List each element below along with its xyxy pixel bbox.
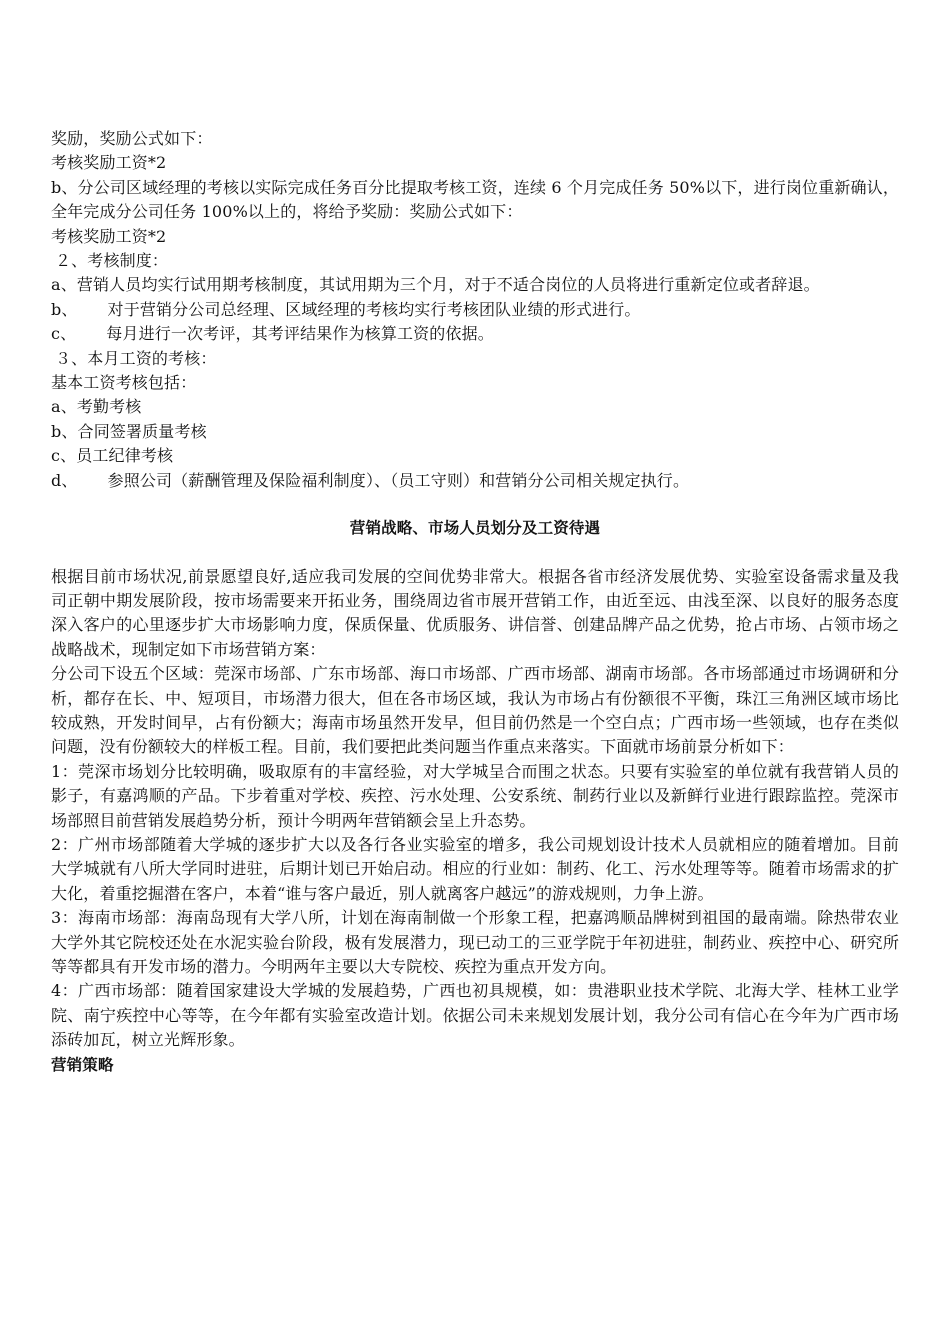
text-paragraph: b、分公司区域经理的考核以实际完成任务百分比提取考核工资，连续 6 个月完成任务 50%以下，进行岗位重新确认，全年完成分公司任务 100%以上的，将给予奖励：奖励公式如下： [51,177,899,222]
document-body [51,127,899,1077]
text-paragraph: 3：海南市场部：海南岛现有大学八所，计划在海南制做一个形象工程，把嘉鸿顺品牌树到祖国的最南端。除热带农业大学外其它院校还处在水泥实验台阶段，极有发展潜力，现已动工的三亚学院于年初进驻，制药业、疾控中心、研究所等等都具有开发市场的潜力。今明两年主要以大专院校、疾控为重点开发方向。 [51,908,899,976]
list-label: b、 [51,299,78,319]
numbered-heading: ３、本月工资的考核： [55,348,217,368]
closing-heading: 营销策略 [51,1055,114,1074]
text-paragraph: 根据目前市场状况,前景愿望良好,适应我司发展的空间优势非常大。根据各省市经济发展优势、实验室设备需求量及我司正朝中期发展阶段，按市场需要来开拓业务，围绕周边省市展开营销工作，由近至远、由浅至深、以良好的服务态度深入客户的心里逐步扩大市场影响力度，保质保量、优质服务、讲信誉、创建品牌产品之优势，抢占市场、占领市场之战略战术，现制定如下市场营销方案： [51,566,899,659]
list-item: a、考勤考核 [51,397,142,417]
numbered-heading: ２、考核制度： [55,251,169,271]
list-item [51,322,899,346]
list-item: c、员工纪律考核 [51,446,174,466]
list-item [51,469,899,493]
list-text: 每月进行一次考评，其考评结果作为核算工资的依据。 [106,324,494,344]
text-line: 考核奖励工资*2 [51,153,167,173]
text-paragraph: 分公司下设五个区域：莞深市场部、广东市场部、海口市场部、广西市场部、湖南市场部。各市场部通过市场调研和分析，都存在长、中、短项目，市场潜力很大，但在各市场区域，我认为市场占有份额很不平衡，珠江三角洲区域市场比较成熟，开发时间早，占有份额大；海南市场虽然开发早，但目前仍然是一个空白点；广西市场一些领域，也存在类似问题，没有份额较大的样板工程。目前，我们要把此类问题当作重点来落实。下面就市场前景分析如下： [51,664,899,757]
text-line: 奖励，奖励公式如下： [51,129,213,148]
section-title: 营销战略、市场人员划分及工资待遇 [349,519,601,538]
list-text: 对于营销分公司总经理、区域经理的考核均实行考核团队业绩的形式进行。 [107,299,641,319]
text-paragraph: 2：广州市场部随着大学城的逐步扩大以及各行各业实验室的增多，我公司规划设计技术人员就相应的随着增加。目前大学城就有八所大学同时进驻，后期计划已开始启动。相应的行业如：制药、化工、污水处理等等。随着市场需求的扩大化，着重挖掘潜在客户，本着“谁与客户最近，别人就离客户越远”的游戏规则，力争上游。 [51,834,899,903]
text-paragraph: a、营销人员均实行试用期考核制度，其试用期为三个月，对于不适合岗位的人员将进行重新定位或者辞退。 [51,275,820,295]
list-item [51,298,899,322]
text-paragraph: 4：广西市场部：随着国家建设大学城的发展趋势，广西也初具规模，如：贵港职业技术学院、北海大学、桂林工业学院、南宁疾控中心等等，在今年都有实验室改造计划。依据公司未来规划发展计划，我分公司有信心在今年为广西市场添砖加瓦，树立光辉形象。 [51,981,899,1050]
list-item: b、合同签署质量考核 [51,421,207,441]
text-line: 考核奖励工资*2 [51,226,167,246]
list-text: 参照公司（薪酬管理及保险福利制度）、（员工守则）和营销分公司相关规定执行。 [107,470,690,490]
text-paragraph: 1：莞深市场划分比较明确，吸取原有的丰富经验，对大学城呈合而围之状态。只要有实验室的单位就有我营销人员的影子，有嘉鸿顺的产品。下步着重对学校、疾控、污水处理、公安系统、制药行业以及新鲜行业进行跟踪监控。莞深市场部照目前营销发展趋势分析，预计今明两年营销额会呈上升态势。 [51,761,899,830]
list-label: d、 [51,470,78,490]
list-label: c、 [51,324,77,344]
text-line: 基本工资考核包括： [51,373,197,393]
